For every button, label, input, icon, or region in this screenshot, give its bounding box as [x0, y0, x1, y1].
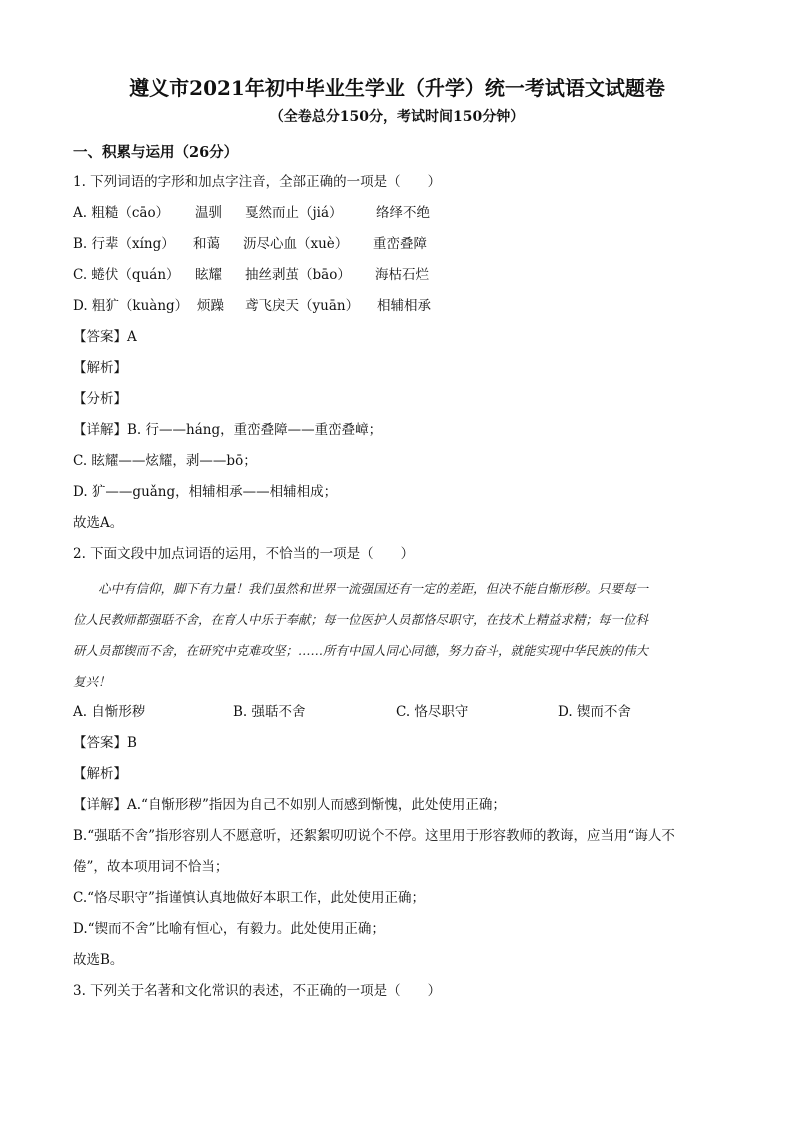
- section-heading: 一、积累与运用（26分）: [73, 144, 239, 161]
- q1-option-d-word2: 烦躁: [197, 298, 224, 314]
- q1-option-c-word2: 眩耀: [195, 267, 222, 283]
- q1-option-a-word1: A. 粗糙（cāo）: [73, 205, 170, 221]
- q1-option-a-word4: 络绎不绝: [376, 205, 430, 221]
- q2-detail-b-line1: B.“强聒不舍”指形容别人不愿意听，还絮絮叨叨说个不停。这里用于形容教师的教诲，应当用“诲人不: [73, 828, 675, 844]
- q1-detail: 【详解】B. 行——háng，重峦叠障——重峦叠嶂；: [73, 422, 383, 438]
- q2-conclusion: 故选B。: [73, 952, 124, 968]
- page-subtitle: （全卷总分150分，考试时间150分钟）: [269, 109, 525, 125]
- q2-answer: 【答案】B: [73, 735, 137, 751]
- q1-option-b-word2: 和蔼: [193, 236, 220, 252]
- q2-detail-c: C.“恪尽职守”指谨慎认真地做好本职工作，此处使用正确；: [73, 890, 425, 906]
- q1-option-b-word3: 沥尽心血（xuè）: [243, 236, 349, 252]
- q1-analysis-label: 【解析】: [73, 360, 127, 376]
- q1-conclusion: 故选A。: [73, 515, 124, 531]
- q1-option-a-word3: 戛然而止（jiá）: [245, 205, 343, 221]
- q2-passage-line: 位人民教师都强聒不舍，在育人中乐于奉献；每一位医护人员都恪尽职守，在技术上精益求精；每一位科: [73, 612, 649, 627]
- q2-detail-b-line2: 倦”，故本项用词不恰当；: [73, 859, 229, 875]
- question-3-stem: 3. 下列关于名著和文化常识的表述，不正确的一项是（ ）: [73, 983, 442, 999]
- q1-option-a-word2: 温驯: [195, 205, 222, 221]
- q2-detail-d: D.“锲而不舍”比喻有恒心，有毅力。此处使用正确；: [73, 921, 385, 937]
- q1-option-d-word4: 相辅相承: [377, 298, 431, 314]
- q2-option-b: B. 强聒不舍: [233, 704, 306, 720]
- q1-option-d-word1: D. 粗犷（kuàng）: [73, 298, 189, 314]
- q2-passage-line: 研人员都锲而不舍，在研究中克难攻坚；……所有中国人同心同德，努力奋斗，就能实现中华民族的伟大: [73, 643, 649, 658]
- question-2-stem: 2. 下面文段中加点词语的运用，不恰当的一项是（ ）: [73, 546, 415, 562]
- q1-fenxi-label: 【分析】: [73, 391, 127, 407]
- q1-option-b-word1: B. 行辈（xíng）: [73, 236, 175, 252]
- q1-detail-c: C. 眩耀——炫耀，剥——bō；: [73, 453, 257, 469]
- page-title: 遵义市2021年初中毕业生学业（升学）统一考试语文试题卷: [129, 76, 665, 100]
- q2-option-a: A. 自惭形秽: [73, 704, 146, 720]
- q1-option-b-word4: 重峦叠障: [373, 236, 427, 252]
- q2-detail-a: 【详解】A.“自惭形秽”指因为自己不如别人而感到惭愧，此处使用正确；: [73, 797, 506, 813]
- q2-analysis-label: 【解析】: [73, 766, 127, 782]
- question-1-stem: 1. 下列词语的字形和加点字注音，全部正确的一项是（ ）: [73, 174, 442, 190]
- q1-option-c-word3: 抽丝剥茧（bāo）: [245, 267, 351, 283]
- q1-answer: 【答案】A: [73, 329, 137, 345]
- q1-option-d-word3: 鸢飞戾天（yuān）: [245, 298, 360, 314]
- q2-passage: [73, 573, 723, 697]
- q2-option-d: D. 锲而不舍: [558, 704, 631, 720]
- q2-option-c: C. 恪尽职守: [396, 704, 469, 720]
- q1-option-c-word4: 海枯石烂: [375, 267, 429, 283]
- q2-passage-line: 复兴！: [73, 674, 111, 689]
- q1-detail-d: D. 犷——guǎng，相辅相承——相辅相成；: [73, 484, 338, 500]
- q1-option-c-word1: C. 蜷伏（quán）: [73, 267, 180, 283]
- q2-passage-line: 心中有信仰，脚下有力量！我们虽然和世界一流强国还有一定的差距，但决不能自惭形秽。只要每一: [73, 581, 649, 596]
